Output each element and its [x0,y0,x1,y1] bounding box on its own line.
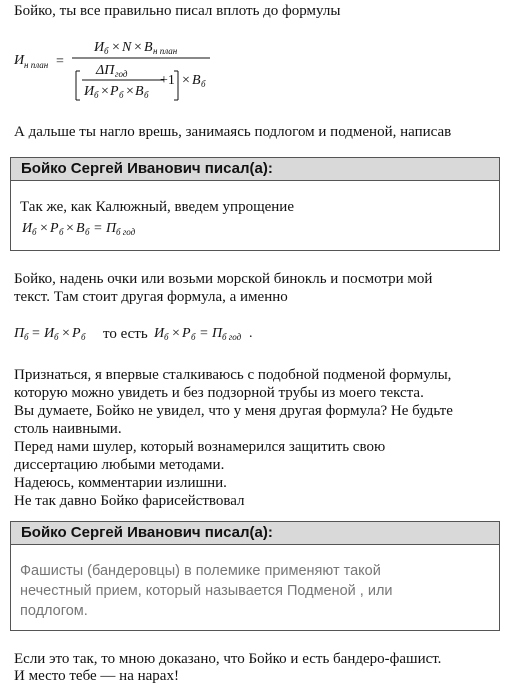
svg-text:П: П [212,326,223,341]
svg-text:И: И [22,221,33,236]
svg-text:Р: Р [50,221,59,236]
text-line: Бойко, надень очки или возьми морской бинокль и посмотри мой [14,271,433,287]
svg-text:б: б [81,332,86,342]
svg-text:×: × [134,40,142,55]
svg-text:И: И [84,84,95,99]
svg-text:б: б [119,90,124,100]
svg-text:N: N [122,40,132,55]
svg-text:×: × [66,221,74,236]
quote-text: нечестный прием, который называется Подменой , или [20,583,393,599]
formula-alt [12,322,112,346]
formula-alt-2 [152,322,272,346]
svg-text:б год: б год [116,227,136,237]
svg-text:год: год [115,69,128,79]
svg-text:б: б [164,332,169,342]
svg-text:В: В [144,40,153,55]
svg-text:н план: н план [153,46,178,56]
quote-text: Фашисты (бандеровцы) в полемике применяют такой [20,563,381,579]
text-line: Бойко, ты все правильно писал вплоть до формулы [14,3,341,19]
svg-text:б: б [201,79,206,89]
svg-text:×: × [101,84,109,99]
svg-text:б: б [104,46,109,56]
svg-text:+1: +1 [160,73,175,88]
text-line: Если это так, то мною доказано, что Бойко и есть бандеро-фашист. [14,651,442,667]
svg-text:И: И [14,53,25,68]
svg-text:б: б [24,332,29,342]
svg-text:Р: Р [182,326,191,341]
text-line: А дальше ты нагло врешь, занимаясь подлогом и подменой, написав [14,124,452,140]
formula-quote [20,217,170,239]
svg-text:=: = [56,54,64,69]
svg-text:б: б [85,227,90,237]
svg-text:×: × [62,326,70,341]
formula-main [12,34,232,106]
quote-box [10,157,500,251]
svg-text:П: П [14,326,25,341]
svg-text:б: б [144,90,149,100]
text-line: И место тебе — на нарах! [14,668,179,684]
svg-text:б: б [59,227,64,237]
quote-box [10,521,500,631]
text-line: Перед нами шулер, который вознамерился защитить свою [14,439,386,455]
text-line: Надеюсь, комментарии излишни. [14,475,227,491]
text-inline: то есть [103,326,148,342]
svg-text:×: × [182,73,190,88]
svg-text:=: = [32,326,40,341]
quote-header: Бойко Сергей Иванович писал(а): [11,522,499,545]
svg-text:б: б [191,332,196,342]
svg-text:б: б [94,90,99,100]
text-line: Признаться, я впервые сталкиваюсь с подобной подменой формулы, [14,367,452,383]
svg-text:Р: Р [72,326,81,341]
svg-text:И: И [94,40,105,55]
svg-text:×: × [172,326,180,341]
text-line: которую можно увидеть и без подзорной трубы из моего текста. [14,385,424,401]
svg-text:=: = [94,221,102,236]
svg-text:б: б [54,332,59,342]
svg-text:И: И [44,326,55,341]
text-line: Не так давно Бойко фарисействовал [14,493,245,509]
svg-text:=: = [200,326,208,341]
text-line: диссертацию любыми методами. [14,457,225,473]
svg-text:×: × [40,221,48,236]
svg-text:.: . [249,326,253,341]
svg-text:б год: б год [222,332,242,342]
svg-text:ΔП: ΔП [96,63,115,78]
svg-text:Р: Р [110,84,119,99]
text-line: текст. Там стоит другая формула, а именно [14,289,288,305]
svg-text:В: В [192,73,201,88]
svg-text:×: × [112,40,120,55]
svg-text:И: И [154,326,165,341]
text-line: столь наивными. [14,421,122,437]
quote-text: Так же, как Калюжный, введем упрощение [20,199,294,215]
svg-text:н план: н план [24,60,49,70]
svg-text:б: б [32,227,37,237]
quote-text: подлогом. [20,603,88,619]
svg-text:×: × [126,84,134,99]
svg-text:В: В [135,84,144,99]
svg-text:В: В [76,221,85,236]
quote-header: Бойко Сергей Иванович писал(а): [11,158,499,181]
svg-text:П: П [106,221,117,236]
text-line: Вы думаете, Бойко не увидел, что у меня другая формула? Не будьте [14,403,453,419]
